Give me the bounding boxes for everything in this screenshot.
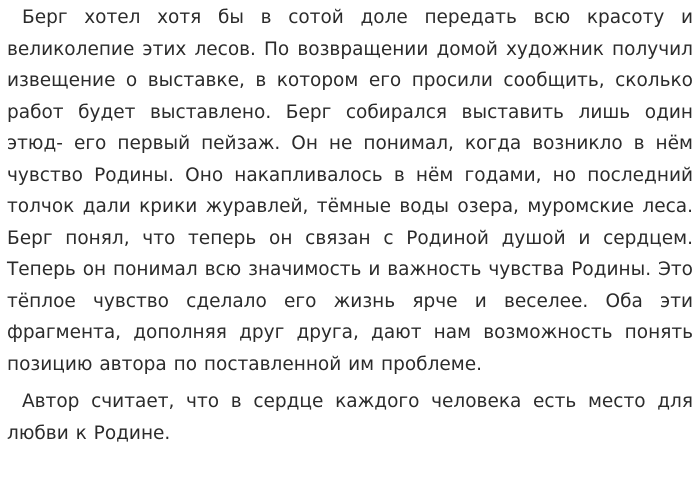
paragraph-2: Автор считает, что в сердце каждого человека есть место для любви к Родине.	[7, 391, 693, 444]
paragraph-1: Берг хотел хотя бы в сотой доле передать всю красоту и великолепие этих лесов. По возвращении домой художник получил извещение о выставке, в котором его просили сообщить, сколько работ будет выставлено. Берг собирался выставить лишь один этюд- его первый пейзаж. Он не понимал, когда возникло в нём чувство Родины. Оно накапливалось в нём годами, но последний толчок дали крики журавлей, тёмные воды озера, муромские леса. Берг понял, что теперь он связан с Родиной душой и сердцем. Теперь он понимал всю значимость и важность чувства Родины. Это тёплое чувство сделало его жизнь ярче и веселее. Оба эти фрагмента, дополняя друг друга, дают нам возможность понять позицию автора по поставленной им проблеме.	[7, 7, 693, 375]
